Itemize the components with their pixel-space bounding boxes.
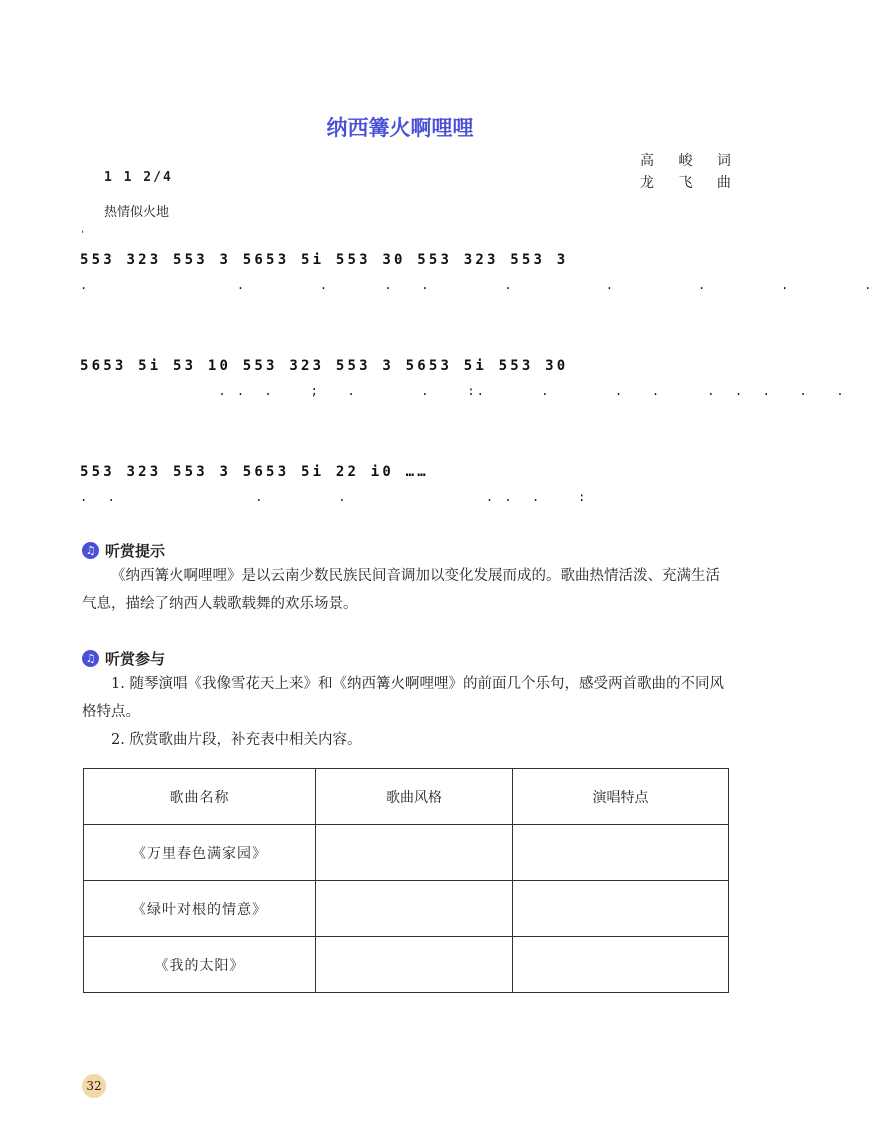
table-header-row: [84, 769, 729, 825]
listening-tips-text: 《纳西篝火啊哩哩》是以云南少数民族民间音调加以变化发展而成的。歌曲热情活泼、充满生活气息，描绘了纳西人载歌载舞的欢乐场景。: [82, 568, 720, 612]
table-row: [84, 825, 729, 881]
score-line-1-dots: . . . . . . . . . .: [80, 278, 873, 292]
song-comparison-table: [83, 768, 729, 993]
participation-heading: [82, 648, 165, 669]
music-note-icon: ♫: [82, 650, 99, 667]
lyricist-credit: 高 峻 词: [640, 153, 741, 169]
score-line-2: 5653 5i 53 10 553 323 553 3 5653 5i 553 30: [80, 358, 569, 374]
tempo-marking: 热情似火地: [104, 205, 170, 220]
table-cell-singing[interactable]: [513, 937, 729, 993]
participation-label: 听赏参与: [105, 650, 166, 668]
table-cell-style[interactable]: [316, 881, 513, 937]
listening-tips-label: 听赏提示: [105, 542, 166, 560]
listening-tips-heading: [82, 540, 165, 561]
table-cell-song: 《我的太阳》: [84, 937, 316, 993]
page-title: 纳西篝火啊哩哩: [326, 116, 474, 140]
table-row: [84, 937, 729, 993]
table-cell-singing[interactable]: [513, 881, 729, 937]
score-line-3: 553 323 553 3 5653 5i 22 i0 ……: [80, 464, 429, 480]
table-cell-style[interactable]: [316, 825, 513, 881]
table-row: [84, 881, 729, 937]
table-header-cell: 歌曲风格: [316, 769, 513, 825]
time-signature: 1 1 2/4: [104, 170, 173, 185]
music-note-icon: ♫: [82, 542, 99, 559]
table-cell-song: 《绿叶对根的情意》: [84, 881, 316, 937]
table-header-cell: 演唱特点: [513, 769, 729, 825]
score-line-2-dots: . . . ; . . :. . . . . . . . .: [80, 384, 846, 398]
bar-mark: ': [80, 230, 86, 240]
participation-item-2: 2. 欣赏歌曲片段，补充表中相关内容。: [111, 732, 362, 748]
composer-credit: 龙 飞 曲: [640, 175, 741, 191]
table-header-cell: 歌曲名称: [84, 769, 316, 825]
participation-item-1: 1. 随琴演唱《我像雪花天上来》和《纳西篝火啊哩哩》的前面几个乐句，感受两首歌曲的不同风格特点。: [82, 676, 724, 720]
table-cell-singing[interactable]: [513, 825, 729, 881]
page-number-badge: 32: [82, 1074, 106, 1098]
score-line-3-dots: . . . . . . . :: [80, 490, 588, 504]
table-cell-style[interactable]: [316, 937, 513, 993]
table-cell-song: 《万里春色满家园》: [84, 825, 316, 881]
score-line-1: 553 323 553 3 5653 5i 553 30 553 323 553 3: [80, 252, 569, 268]
